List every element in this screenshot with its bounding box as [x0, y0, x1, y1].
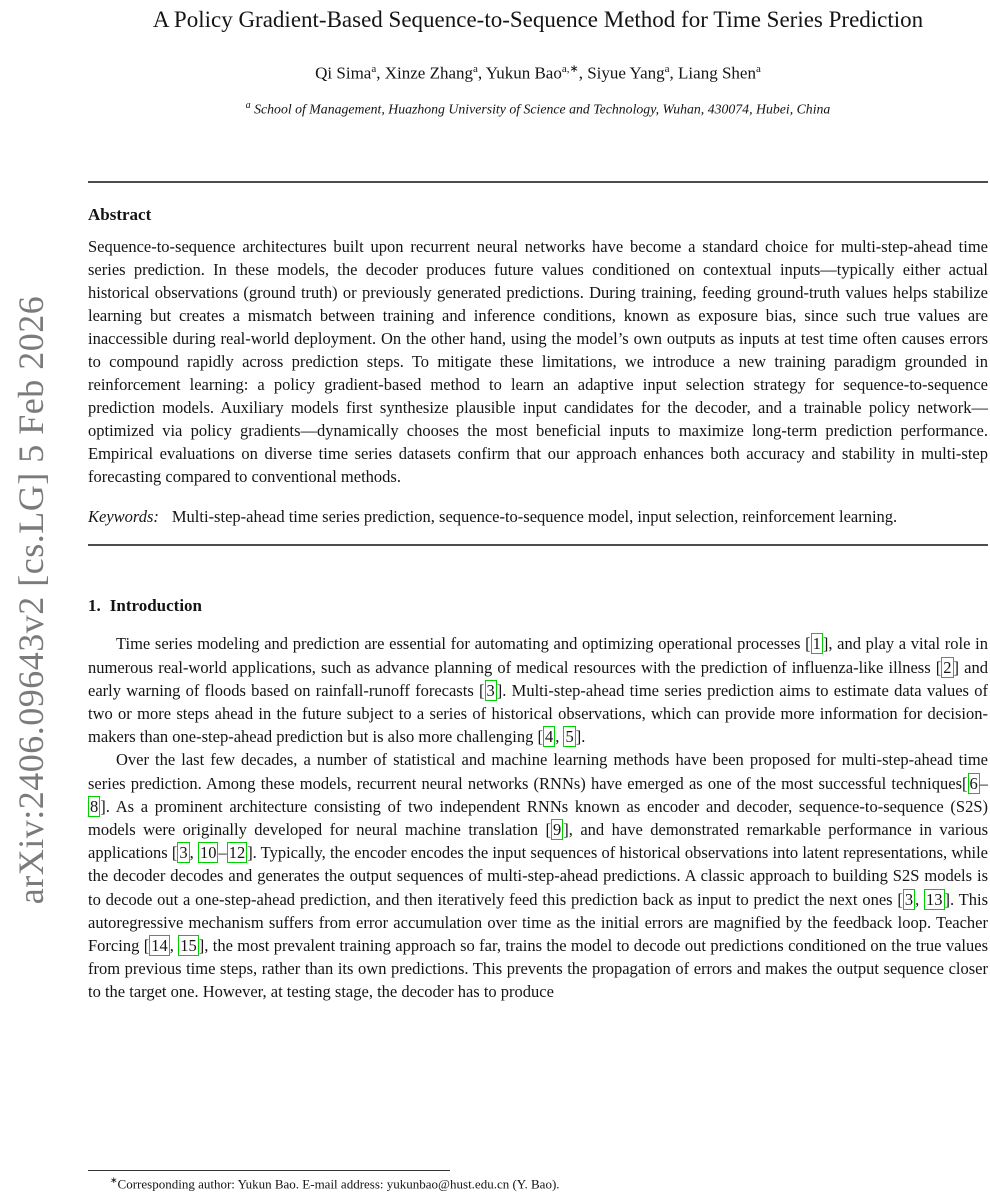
arxiv-sidebar-banner: arXiv:2406.09643v2 [cs.LG] 5 Feb 2026	[11, 295, 51, 905]
citation-link[interactable]: 4	[544, 727, 554, 747]
citation-link[interactable]: 3	[486, 680, 495, 700]
citation-link[interactable]: 1	[812, 634, 821, 654]
paper-title: A Policy Gradient-Based Sequence-to-Sequence Method for Time Series Prediction	[152, 7, 924, 32]
affiliation	[88, 100, 988, 118]
author-affiliation-mark: a	[473, 63, 478, 76]
section-number: 1.	[88, 596, 101, 616]
citation-link[interactable]: 8	[90, 796, 99, 816]
abstract-heading: Abstract	[88, 205, 152, 225]
author-name: Yukun Bao	[485, 63, 562, 83]
keywords-text: Multi-step-ahead time series prediction, sequence-to-sequence model, input selection, reinforcement learning.	[171, 506, 898, 526]
divider-bottom	[88, 544, 988, 546]
citation-link[interactable]: 12	[228, 843, 246, 863]
citation-link[interactable]: 2	[943, 657, 952, 677]
citation-link[interactable]: 14	[151, 936, 168, 956]
citation-link[interactable]: 3	[904, 889, 914, 909]
citation-link[interactable]: 10	[199, 843, 217, 863]
citation-link[interactable]: 6	[969, 773, 978, 793]
section-title: Introduction	[109, 596, 203, 616]
author-affiliation-mark: a	[371, 63, 377, 76]
author-affiliation-mark: a	[664, 63, 670, 76]
footnote-rule	[88, 1170, 450, 1171]
author-name: Siyue Yang	[587, 63, 665, 83]
author-affiliation-mark: a	[755, 63, 761, 76]
affiliation-mark: a	[245, 99, 251, 111]
citation-link[interactable]: 13	[926, 889, 943, 909]
footnote-text	[88, 1175, 988, 1192]
section-heading-introduction	[88, 596, 988, 616]
paragraph: Time series modeling and prediction are essential for automating and optimizing operational processes [ 1 ], and play a vital role in numerous real-world applications, such as advance planning of medical resources with the prediction of influenza-like illness [ 2 ] and early warning of floods based on rainfall-runoff forecasts [ 3 ]. Multi-step-ahead time series prediction aims to estimate data values of two or more steps ahead in the future subject to a series of historical observations, which can provide more information for decision-makers than one-step-ahead prediction but is also more challenging [ 4 , 5 ].	[88, 634, 988, 747]
citation-link[interactable]: 5	[565, 727, 574, 747]
footnote-marker: ∗	[110, 1175, 118, 1185]
citation-link[interactable]: 3	[179, 843, 188, 863]
paragraph: Over the last few decades, a number of statistical and machine learning methods have been proposed for multi-step-ahead time series prediction. Among these models, recurrent neural networks (RNNs) have emerged as one of the most successful techniques[ 6 –8 ]. As a prominent architecture consisting of two independent RNNs known as encoder and decoder, sequence-to-sequence (S2S) models were originally developed for neural machine translation [ 9 ], and have demonstrated remarkable performance in various applications [ 3 , 10 – 12 ]. Typically, the encoder encodes the input sequences of historical observations into latent representations, while the decoder decodes and generates the output sequences of multi-step-ahead predictions. A classic approach to building S2S models is to decode out a one-step-ahead prediction, and then iteratively feed this prediction back as input to predict the next ones [ 3 , 13 ]. This autoregressive mechanism suffers from error accumulation over time as the initial errors are magnified by the feedback loop. Teacher Forcing [ 14 , 15 ], the most prevalent training approach so far, trains the model to decode out predictions conditioned on the true values from previous time steps, rather than its own predictions. This prevents the propagation of errors and makes the output sequence closer to the target one. However, at testing stage, the decoder has to produce	[88, 750, 989, 1002]
affiliation-text: School of Management, Huazhong University of Science and Technology, Wuhan, 430074, Hubei, China	[254, 101, 831, 117]
footnote	[88, 1170, 988, 1192]
footnote-body: Corresponding author: Yukun Bao. E-mail address: yukunbao@hust.edu.cn (Y. Bao).	[117, 1176, 560, 1192]
abstract-text: Sequence-to-sequence architectures built upon recurrent neural networks have become a standard choice for multi-step-ahead time series prediction. In these models, the decoder produces future values conditioned on contextual inputs—typically either actual historical observations (ground truth) or previously generated predictions. During training, feeding ground-truth values helps stabilize learning but creates a mismatch between training and inference conditions, known as exposure bias, since such true values are inaccessible during real-world deployment. On the other hand, using the model’s own outputs as inputs at test time often causes errors to compound rapidly across prediction steps. To mitigate these limitations, we introduce a new training paradigm grounded in reinforcement learning: a policy gradient-based method to learn an adaptive input selection strategy for sequence-to-sequence prediction models. Auxiliary models first synthesize plausible input candidates for the decoder, and a trainable policy network—optimized via policy gradients—dynamically chooses the most beneficial inputs to maximize long-term prediction performance. Empirical evaluations on diverse time series datasets confirm that our approach enhances both accuracy and stability in multi-step forecasting compared to conventional methods.	[88, 237, 988, 487]
keywords-line	[88, 505, 988, 528]
citation-link[interactable]: 9	[552, 820, 562, 840]
author-affiliation-mark: a,∗	[561, 63, 579, 76]
paper-content	[88, 0, 988, 1004]
author-line: Qi Sima$^a$, Xinze Zhang$^a$, Yukun Bao$^{a,∗}$, Siyue Yang$^a$, Liang Shen$^a$	[315, 63, 761, 83]
citation-link[interactable]: 15	[180, 936, 197, 956]
section-body	[88, 632, 988, 1003]
divider-top	[88, 181, 988, 183]
author-name: Liang Shen	[678, 63, 756, 83]
author-name: Qi Sima	[315, 63, 372, 83]
keywords-label: Keywords:	[88, 506, 159, 526]
author-name: Xinze Zhang	[384, 63, 474, 83]
